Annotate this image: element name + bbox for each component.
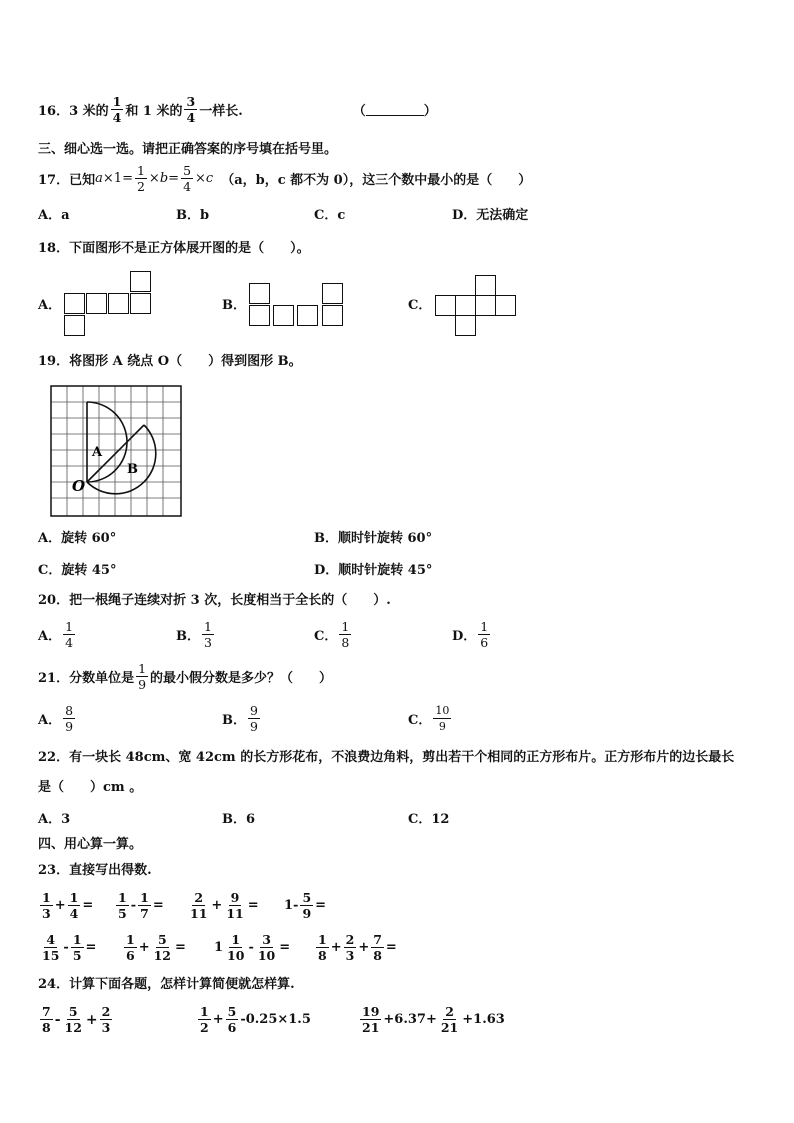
option-b[interactable]: B．b [176,208,210,223]
option-c[interactable]: C．12 [408,812,450,827]
expression-7: 1 $\frac{1}{10}$ - $\frac{3}{10}$ = [214,932,291,963]
expression-4: 1- $\frac{5}{9}$ = [284,890,327,921]
fraction: $\frac{5}{4}$ [183,163,192,194]
option-c[interactable]: C．c [314,208,346,223]
calc-expression-2: $\frac{1}{2}$ + $\frac{5}{6}$ -0.25×1.5 [200,1004,311,1035]
option-c[interactable]: C． $\frac{1}{8}$ [314,619,350,650]
option-b[interactable]: B．顺时针旋转 60° [314,531,433,546]
option-b[interactable]: B．6 [222,812,256,827]
label-o: O [72,477,86,495]
question-24: 24．计算下面各题，怎样计算简便就怎样算. [38,977,295,992]
expression-3: $\frac{2}{11}$ + $\frac{9}{11}$ = [190,890,259,921]
question-21: 21．分数单位是 $\frac{1}{9}$ 的最小假分数是多少？（ ） [38,661,333,692]
option-c[interactable]: C．旋转 45° [38,563,117,578]
option-b[interactable]: B． $\frac{1}{3}$ [176,619,212,650]
option-c[interactable]: C． [408,298,432,313]
label-b: B [127,462,138,477]
question-19: 19．将图形 A 绕点 O（ ）得到图形 B。 [38,354,302,369]
question-16: 16． 3 米的 $\frac{1}{4}$ 和 1 米的 $\frac{3}{4}$ 一样长. （ ） [38,94,437,125]
option-a[interactable]: A．3 [38,812,71,827]
option-d[interactable]: D．无法确定 [452,208,529,223]
question-22-line-1: 22．有一块长 48cm、宽 42cm 的长方形花布，不浪费边角料，剪出若干个相同的正方形布片。正方形布片的边长最长 [38,750,735,765]
option-b[interactable]: B． [222,298,246,313]
option-d[interactable]: D．顺时针旋转 45° [314,563,433,578]
expression-8: $\frac{1}{8}$ + $\frac{2}{3}$ + $\frac{7}{8}$ = [318,932,397,963]
option-a[interactable]: A．a [38,208,70,223]
rotation-grid-figure [50,385,183,518]
calc-expression-1: $\frac{7}{8}$ - $\frac{5}{12}$ + $\frac{2}{3}$ [42,1004,111,1035]
question-23: 23．直接写出得数. [38,863,152,878]
question-17: 17． 已知 a × 1 = $\frac{1}{2}$ × b = $\frac{5}{4}$ × c （a，b，c 都不为 0），这三个数中最小的是（ ） [38,163,532,194]
option-d[interactable]: D． $\frac{1}{6}$ [452,619,489,650]
expression-2: $\frac{1}{5}$ - $\frac{1}{7}$ = [118,890,164,921]
option-a[interactable]: A． [38,298,62,313]
answer-blank[interactable] [366,103,424,116]
expression-5: $\frac{4}{15}$ - $\frac{1}{5}$ = [42,932,97,963]
option-c[interactable]: C． $\frac{10}{9}$ [408,704,450,733]
label-a: A [92,445,103,460]
section-heading-3: 三、细心选一选。请把正确答案的序号填在括号里。 [38,142,338,157]
question-18: 18．下面图形不是正方体展开图的是（ ）。 [38,241,310,256]
option-a[interactable]: A．旋转 60° [38,531,117,546]
question-20: 20．把一根绳子连续对折 3 次，长度相当于全长的（ ）. [38,593,391,608]
question-22-line-2: 是（ ）cm 。 [38,780,143,795]
fraction: $\frac{1}{4}$ [112,94,122,125]
expression-6: $\frac{1}{6}$ + $\frac{5}{12}$ = [126,932,186,963]
option-a[interactable]: A． $\frac{1}{4}$ [38,619,74,650]
expression-1: $\frac{1}{3}$ + $\frac{1}{4}$ = [42,890,94,921]
fraction: $\frac{1}{2}$ [136,163,145,194]
fraction: $\frac{3}{4}$ [186,94,196,125]
calc-expression-3: $\frac{19}{21}$ +6.37+ $\frac{2}{21}$ +1.63 [362,1004,505,1035]
section-heading-4: 四、用心算一算。 [38,837,143,852]
option-a[interactable]: A． $\frac{8}{9}$ [38,703,74,734]
option-b[interactable]: B． $\frac{9}{9}$ [222,703,258,734]
